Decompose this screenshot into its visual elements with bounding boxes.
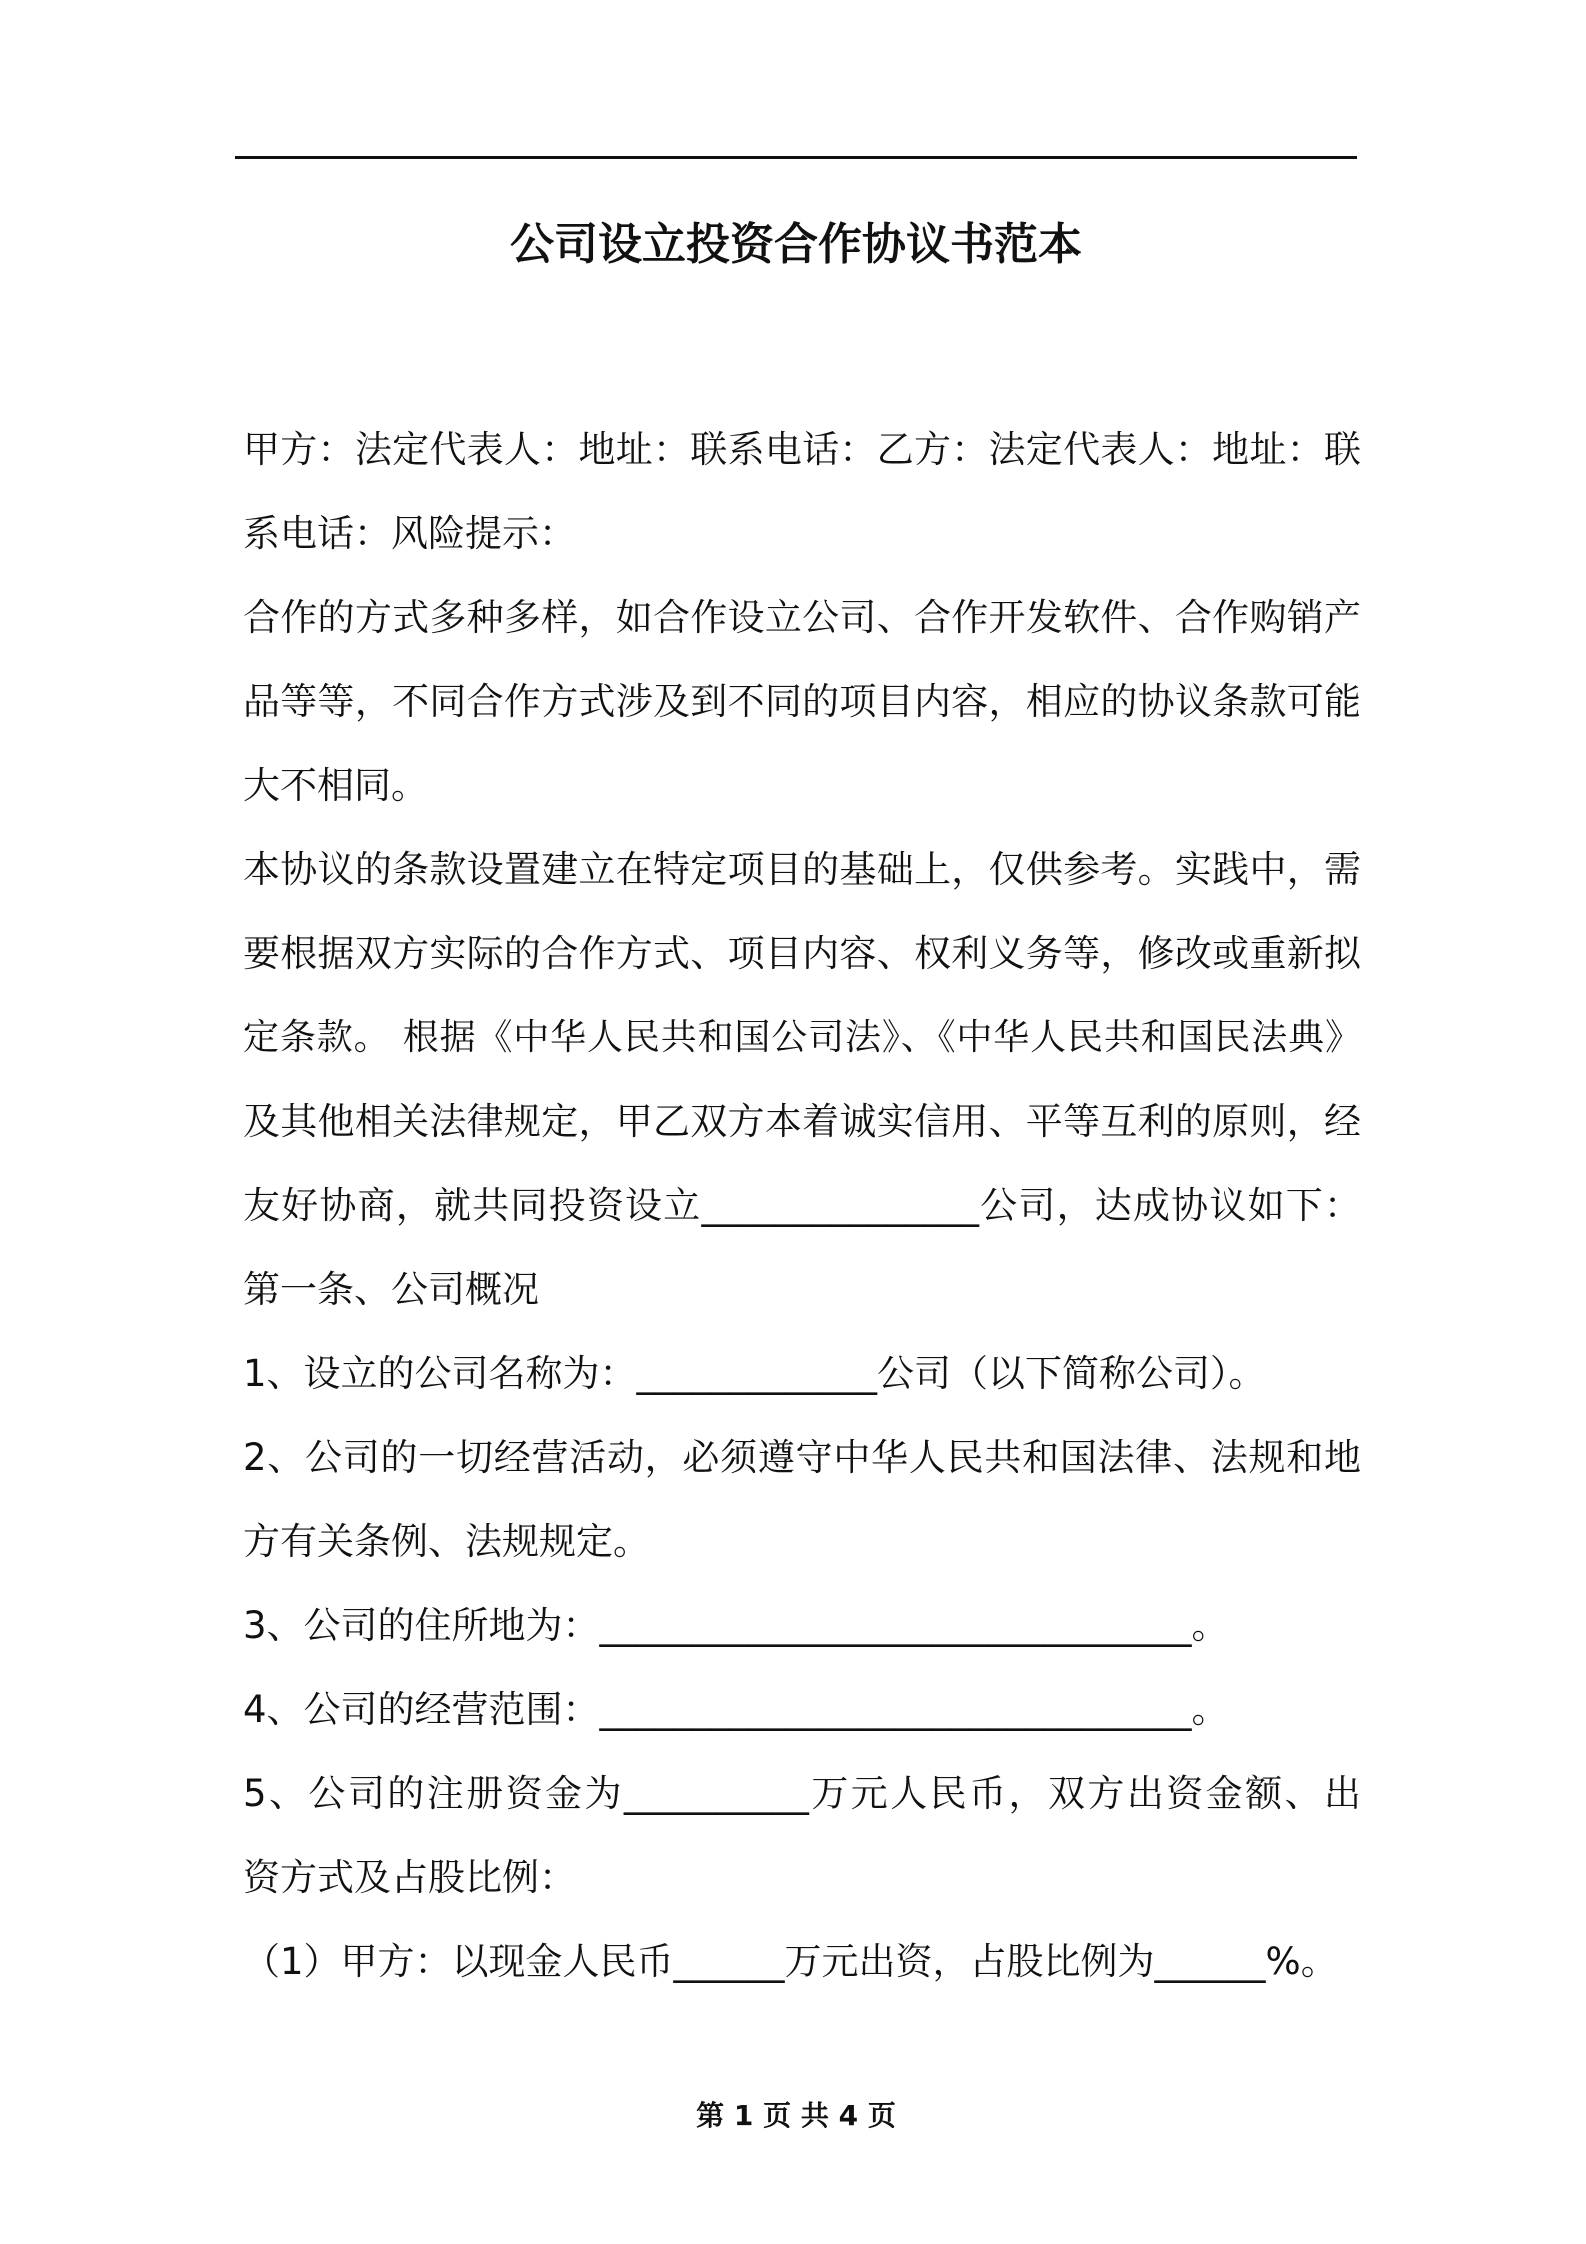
body-line: 要根据双方实际的合作方式、项目内容、权利义务等，修改或重新拟 xyxy=(243,932,1361,975)
body-line: 定条款。 根据《中华人民共和国公司法》、《中华人民共和国民法典》 xyxy=(243,1017,1361,1058)
body-line: 方有关条例、法规规定。 xyxy=(243,1520,650,1563)
body-line: 大不相同。 xyxy=(243,764,428,807)
body-line: 资方式及占股比例： xyxy=(243,1856,576,1899)
document-body xyxy=(243,408,1361,2004)
page-number: 第 1 页 共 4 页 xyxy=(696,2099,896,2132)
body-line: 品等等，不同合作方式涉及到不同的项目内容，相应的协议条款可能 xyxy=(243,680,1361,723)
body-line: 及其他相关法律规定，甲乙双方本着诚实信用、平等互利的原则，经 xyxy=(243,1100,1361,1143)
body-line: 3、公司的住所地为：________________________________。 xyxy=(243,1604,1229,1647)
body-line: （1）甲方：以现金人民币______万元出资，占股比例为______%。 xyxy=(243,1940,1338,1983)
body-line: 4、公司的经营范围：________________________________。 xyxy=(243,1688,1229,1731)
body-line: 甲方：法定代表人：地址：联系电话：乙方：法定代表人：地址：联 xyxy=(243,428,1361,471)
document-title: 公司设立投资合作协议书范本 xyxy=(510,219,1082,270)
body-line: 5、公司的注册资金为__________万元人民币，双方出资金额、出 xyxy=(243,1772,1361,1815)
body-line: 合作的方式多种多样，如合作设立公司、合作开发软件、合作购销产 xyxy=(243,596,1361,639)
body-line: 1、设立的公司名称为：_____________公司（以下简称公司）。 xyxy=(243,1352,1266,1395)
header-rule xyxy=(235,156,1357,159)
body-line: 友好协商，就共同投资设立_______________公司，达成协议如下： xyxy=(243,1184,1361,1227)
body-line: 本协议的条款设置建立在特定项目的基础上，仅供参考。实践中，需 xyxy=(243,848,1361,891)
body-line: 系电话：风险提示： xyxy=(243,512,576,555)
body-line: 2、公司的一切经营活动，必须遵守中华人民共和国法律、法规和地 xyxy=(243,1436,1361,1479)
section-heading: 第一条、公司概况 xyxy=(243,1268,539,1311)
